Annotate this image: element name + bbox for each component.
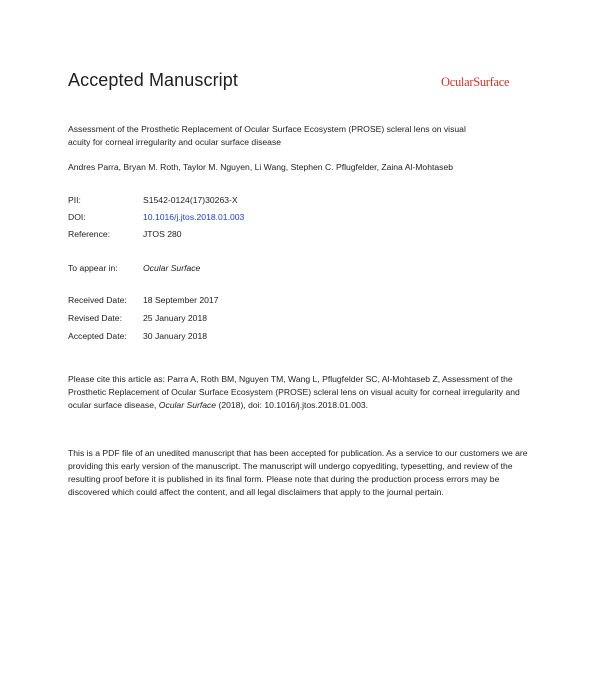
doi-link[interactable]: 10.1016/j.jtos.2018.01.003 — [143, 212, 245, 222]
appear-value: Ocular Surface — [143, 263, 201, 273]
citation-paragraph — [68, 373, 538, 412]
doi-label: DOI: — [68, 212, 86, 222]
citation-text: Please cite this article as: Parra A, Roth BM, Nguyen TM, Wang L, Pflugfelder SC, Al-Mohtaseb Z, Assessment of the Prosthetic Replacement of Ocular Surface Ecosystem (PROSE) scleral lens on visual acuity for corneal irregularity and ocular surface disease, — [68, 374, 520, 410]
reference-value: JTOS 280 — [143, 229, 182, 239]
pii-value: S1542-0124(17)30263-X — [143, 195, 238, 205]
pii-label: PII: — [68, 195, 81, 205]
revised-value: 25 January 2018 — [143, 313, 208, 323]
citation-journal: Ocular Surface — [158, 400, 217, 410]
revised-label: Revised Date: — [68, 313, 122, 323]
received-value: 18 September 2017 — [143, 295, 219, 305]
page-heading: Accepted Manuscript — [68, 70, 238, 90]
accepted-label: Accepted Date: — [68, 331, 127, 341]
notice-paragraph: This is a PDF file of an unedited manuscript that has been accepted for publication. As a service to our customers we are providing this early version of the manuscript. The manuscript will undergo copyediting, typesetting, and review of the resulting proof before it is published in its final form. Please note that during the production process errors may be discovered which could affect the content, and all legal disclaimers that apply to the journal pertain. — [68, 448, 528, 497]
article-authors: Andres Parra, Bryan M. Roth, Taylor M. Nguyen, Li Wang, Stephen C. Pflugfelder, Zaina Al-Mohtaseb — [68, 162, 453, 172]
journal-logo: OcularSurface — [441, 75, 510, 89]
article-title: Assessment of the Prosthetic Replacement of Ocular Surface Ecosystem (PROSE) scleral lens on visual acuity for corneal irregularity and ocular surface disease — [68, 124, 466, 147]
reference-label: Reference: — [68, 229, 111, 239]
received-label: Received Date: — [68, 295, 127, 305]
citation-doi-text: (2018), doi: 10.1016/j.jtos.2018.01.003. — [216, 400, 369, 410]
accepted-value: 30 January 2018 — [143, 331, 208, 341]
appear-label: To appear in: — [68, 263, 118, 273]
